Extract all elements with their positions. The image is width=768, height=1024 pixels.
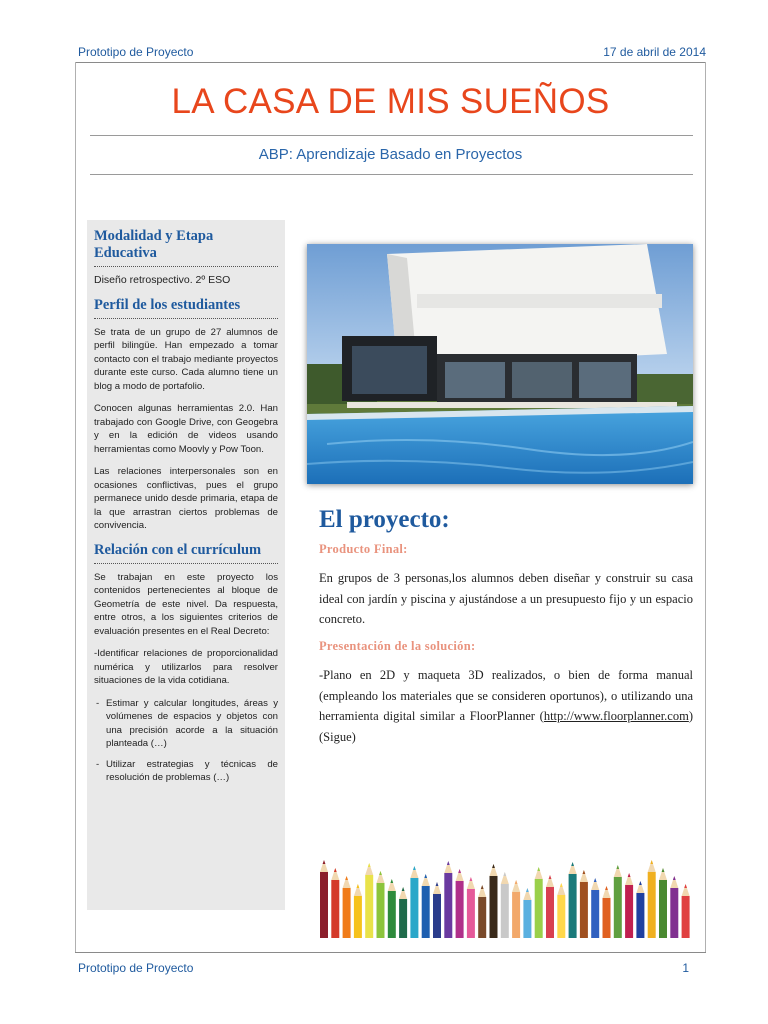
curriculum-paragraph-2: -Identificar relaciones de proporcionalidad numérica y utilizarlos para resolver situaciones de la vida cotidiana. bbox=[94, 648, 278, 686]
house-photo bbox=[307, 244, 693, 484]
floorplanner-link[interactable]: http://www.floorplanner.com bbox=[543, 709, 689, 723]
header-doc-label: Prototipo de Proyecto bbox=[78, 45, 194, 59]
footer-divider bbox=[75, 952, 706, 953]
profile-paragraph-3: Las relaciones interpersonales son en ocasiones conflictivas, pues el grupo permanece unido desde primaria, etapa de la que arrastran ciertos problemas de convivencia. bbox=[94, 466, 278, 531]
profile-paragraph-1: Se trata de un grupo de 27 alumnos de perfil bilingüe. Han empezado a tomar contacto con el trabajo mediante proyectos durante este curso. Cada alumno tiene un blog a modo de portafolio. bbox=[94, 326, 278, 392]
dotted-divider bbox=[94, 318, 278, 319]
title-rule-bottom bbox=[90, 174, 693, 175]
dotted-divider bbox=[94, 563, 278, 564]
sidebar-heading-modality: Modalidad y Etapa Educativa bbox=[94, 228, 214, 261]
solution-subheading: Presentación de la solución: bbox=[319, 639, 476, 653]
solution-text-end: ) (Sigue) bbox=[319, 709, 693, 744]
left-border bbox=[75, 62, 76, 952]
header-divider bbox=[75, 62, 706, 63]
criteria-list bbox=[94, 697, 278, 785]
profile-paragraph-2: Conocen algunas herramientas 2.0. Han trabajado con Google Drive, con Geogebra y en la edición de videos usando herramientas como Moovly y Pow Toon. bbox=[94, 403, 278, 455]
right-border bbox=[705, 62, 706, 952]
footer-doc-label: Prototipo de Proyecto bbox=[78, 961, 194, 975]
final-product-subheading: Producto Final: bbox=[319, 542, 408, 556]
curriculum-paragraph-1: Se trabajan en este proyecto los contenidos pertenecientes al bloque de Geometría de este nivel. Da respuesta, entre otros, a los siguientes criterios de evaluación presentes en el Real Decreto: bbox=[94, 571, 278, 637]
page-number: 1 bbox=[682, 961, 689, 975]
sidebar bbox=[87, 220, 285, 910]
sidebar-heading-curriculum: Relación con el currículum bbox=[94, 541, 262, 558]
title-rule-top bbox=[90, 135, 693, 136]
page-subtitle: ABP: Aprendizaje Basado en Proyectos bbox=[258, 146, 523, 163]
list-item: - Utilizar estrategias y técnicas de resolución de problemas (…) bbox=[94, 758, 278, 785]
dotted-divider bbox=[94, 266, 278, 267]
header-date: 17 de abril de 2014 bbox=[603, 45, 706, 59]
page-title: LA CASA DE MIS SUEÑOS bbox=[171, 82, 610, 121]
modality-text: Diseño retrospectivo. 2º ESO bbox=[94, 274, 231, 286]
final-product-paragraph: En grupos de 3 personas,los alumnos deben diseñar y construir su casa ideal con jardín y piscina y ajustándose a un presupuesto fijo y un espacio concreto. bbox=[319, 571, 693, 626]
list-item: - Estimar y calcular longitudes, áreas y volúmenes de espacios y objetos con una precisión acorde a la situación planteada (…) bbox=[94, 697, 278, 751]
sidebar-heading-profile: Perfil de los estudiantes bbox=[94, 296, 241, 313]
solution-text: -Plano en 2D y maqueta 3D realizados, o bien de forma manual (empleando los materiales que se consideren oportunos), o utilizando una herramienta digital similar a FloorPlanner ( bbox=[319, 668, 693, 723]
colored-pencils-image bbox=[316, 850, 696, 938]
solution-paragraph bbox=[319, 665, 693, 747]
project-heading: El proyecto: bbox=[319, 506, 450, 533]
